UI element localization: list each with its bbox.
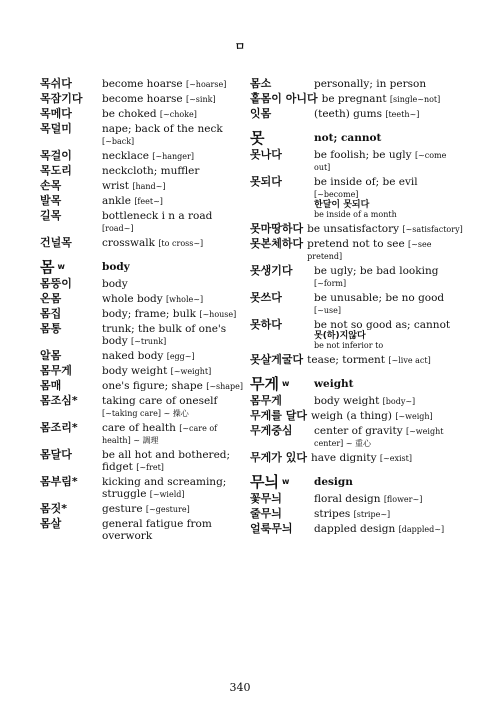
- definition-block: [102, 278, 245, 290]
- definition-block: [307, 223, 465, 235]
- headword: 몸달다: [40, 448, 72, 461]
- etymology-note: [~come out]: [314, 151, 447, 172]
- definition-block: [102, 308, 245, 320]
- definition-block: [102, 503, 245, 515]
- etymology-note: [~exist]: [379, 454, 412, 463]
- dictionary-entry: [250, 292, 465, 316]
- definition-block: [102, 78, 245, 90]
- headword: 건널목: [40, 236, 72, 249]
- headword: 못마땅하다: [250, 222, 304, 235]
- definition-block: [314, 108, 465, 120]
- dictionary-entry: [40, 422, 245, 446]
- dictionary-entry: [40, 323, 245, 347]
- page-number: 340: [229, 681, 251, 694]
- definition-block: [102, 422, 245, 446]
- dictionary-entry: [40, 108, 245, 120]
- word-marker: w: [57, 262, 65, 271]
- headword: 몸집: [40, 307, 62, 320]
- dictionary-entry: [40, 350, 245, 362]
- dictionary-entry: [40, 210, 245, 234]
- definition-block: [102, 195, 245, 207]
- dictionary-entry: [250, 410, 465, 422]
- definition: ankle: [102, 195, 131, 207]
- definition-block: [102, 380, 245, 392]
- definition: center of gravity: [314, 425, 403, 437]
- dictionary-entry: [40, 78, 245, 90]
- word-marker: w: [281, 379, 290, 388]
- definition-block: [102, 150, 245, 162]
- etymology-note: [~become]: [314, 190, 359, 199]
- etymology-note: [~taking care] ~ 操心: [102, 409, 189, 418]
- etymology-note: [~wield]: [149, 490, 185, 499]
- example-phrase: 못(하)지않다: [314, 331, 366, 341]
- dictionary-entry: [250, 523, 465, 535]
- etymology-note: [~weigh]: [395, 412, 433, 421]
- headword: 못살게굴다: [250, 353, 304, 366]
- definition: body; frame; bulk: [102, 308, 196, 320]
- dictionary-entry: [250, 319, 465, 351]
- headword: 몸매: [40, 379, 62, 392]
- definition-block: [102, 210, 245, 234]
- etymology-note: [~trunk]: [131, 337, 167, 346]
- definition: be unusable; be no good: [314, 292, 445, 304]
- definition: have dignity: [310, 452, 377, 464]
- definition: not; cannot: [314, 132, 382, 144]
- example-gloss: be inside of a month: [314, 210, 397, 219]
- headword: 못되다: [250, 175, 282, 188]
- definition: be all hot and bothered; fidget: [102, 449, 231, 473]
- etymology-note: [to cross~]: [158, 239, 204, 248]
- etymology-note: [~hanger]: [152, 152, 194, 161]
- definition: design: [314, 476, 353, 488]
- headword: 얼룩무늬: [250, 522, 293, 535]
- etymology-note: [road~]: [102, 224, 134, 233]
- headword: 못생기다: [250, 264, 293, 277]
- definition-block: [102, 165, 245, 177]
- definition: weight: [314, 378, 354, 390]
- dictionary-entry: [40, 237, 245, 249]
- dictionary-entry: [40, 380, 245, 392]
- etymology-note: [~hoarse]: [185, 80, 227, 89]
- dictionary-entry: [40, 195, 245, 207]
- definition-block: [314, 493, 465, 505]
- headword: 꽃무늬: [250, 492, 282, 505]
- dictionary-entry: [250, 176, 465, 220]
- dictionary-entry: [250, 238, 465, 262]
- definition-block: [314, 149, 465, 173]
- example-gloss: be not inferior to: [314, 341, 384, 350]
- definition: floral design: [314, 493, 381, 505]
- etymology-note: [~see pretend]: [307, 240, 432, 261]
- right-column: [250, 78, 465, 538]
- headword: 몸무게: [40, 364, 72, 377]
- definition: naked body: [102, 350, 164, 362]
- headword: 무게를 달다: [250, 409, 307, 422]
- definition: taking care of oneself: [102, 395, 218, 407]
- example-phrase: 한달이 못되다: [314, 200, 370, 210]
- headword: 몸무게: [250, 394, 282, 407]
- dictionary-entry: [250, 452, 465, 464]
- definition-block: [314, 265, 465, 289]
- etymology-note: [hand~]: [132, 182, 166, 191]
- etymology-note: [~sink]: [185, 95, 216, 104]
- headword: 몸조심*: [40, 394, 78, 407]
- etymology-note: [feet~]: [134, 197, 163, 206]
- headword: 못나다: [250, 148, 282, 161]
- etymology-note: [~fret]: [136, 463, 164, 472]
- dictionary-entry: [40, 395, 245, 419]
- headword: 몸부림*: [40, 475, 78, 488]
- definition-block: [102, 293, 245, 305]
- definition: become hoarse: [102, 78, 183, 90]
- headword: 무늬: [250, 473, 279, 491]
- definition: become hoarse: [102, 93, 183, 105]
- dictionary-entry: [40, 449, 245, 473]
- entry-muge: [250, 375, 465, 393]
- dictionary-entry: [40, 518, 245, 542]
- etymology-note: [egg~]: [166, 352, 195, 361]
- definition-block: [307, 238, 465, 262]
- etymology-note: [~choke]: [159, 110, 197, 119]
- dictionary-entry: [250, 149, 465, 173]
- definition-block: [314, 176, 465, 220]
- dictionary-entry: [40, 365, 245, 377]
- dictionary-entry: [250, 508, 465, 520]
- definition: (teeth) gums: [314, 108, 382, 120]
- headword: 몸: [40, 258, 55, 276]
- headword: 몸살: [40, 517, 62, 530]
- headword: 못쓰다: [250, 291, 282, 304]
- headword: 목덜미: [40, 122, 72, 135]
- dictionary-entry: [250, 395, 465, 407]
- etymology-note: [dappled~]: [398, 525, 445, 534]
- dictionary-entry: [250, 354, 465, 366]
- etymology-note: [~weight]: [170, 367, 212, 376]
- dictionary-entry: [40, 293, 245, 305]
- left-column: [40, 78, 245, 545]
- dictionary-entry: [250, 78, 465, 90]
- definition-block: [102, 476, 245, 500]
- etymology-note: [~live act]: [388, 356, 431, 365]
- etymology-note: [teeth~]: [385, 110, 420, 119]
- definition-block: [102, 108, 245, 120]
- headword: 목걸이: [40, 149, 72, 162]
- definition-block: [102, 350, 245, 362]
- entry-munui: [250, 473, 465, 491]
- definition-block: [314, 508, 465, 520]
- headword: 손목: [40, 179, 62, 192]
- definition-block: [314, 78, 465, 90]
- headword: 몸조리*: [40, 421, 78, 434]
- definition: gesture: [102, 503, 143, 515]
- definition: personally; in person: [314, 78, 427, 90]
- etymology-note: [~weight center] ~ 重心: [314, 427, 444, 448]
- definition-block: [314, 425, 465, 449]
- dictionary-entry: [40, 123, 245, 147]
- word-marker: w: [281, 477, 290, 486]
- headword: 잇몸: [250, 107, 272, 120]
- etymology-note: [~shape]: [206, 382, 244, 391]
- definition-block: [311, 452, 465, 464]
- definition: pretend not to see: [307, 238, 405, 250]
- definition: whole body: [102, 293, 163, 305]
- headword: 무게: [250, 375, 279, 393]
- definition: be foolish; be ugly: [314, 149, 412, 161]
- definition-block: [314, 395, 465, 407]
- etymology-note: [single~not]: [389, 95, 441, 104]
- dictionary-entry: [40, 180, 245, 192]
- definition: one's figure; shape: [102, 380, 203, 392]
- headword: 알몸: [40, 349, 62, 362]
- definition: be inside of; be evil: [314, 176, 418, 188]
- headword: 줄무늬: [250, 507, 282, 520]
- dictionary-entry: [250, 108, 465, 120]
- headword: 목도리: [40, 164, 72, 177]
- definition: necklace: [102, 150, 149, 162]
- etymology-note: [stripe~]: [353, 510, 391, 519]
- headword: 못본체하다: [250, 237, 304, 250]
- etymology-note: [~satisfactory]: [402, 225, 463, 234]
- definition: tease; torment: [307, 354, 386, 366]
- definition-block: [311, 410, 465, 422]
- dictionary-entry: [40, 278, 245, 290]
- definition-block: [314, 523, 465, 535]
- definition: body: [102, 278, 128, 290]
- definition: general fatigue from overwork: [102, 518, 212, 542]
- headword: 목잠기다: [40, 92, 83, 105]
- dictionary-entry: [250, 493, 465, 505]
- definition: care of health: [102, 422, 176, 434]
- dictionary-entry: [40, 503, 245, 515]
- etymology-note: [body~]: [382, 397, 416, 406]
- definition: be unsatisfactory: [307, 223, 400, 235]
- definition: nape; back of the neck: [102, 123, 223, 135]
- headword: 목쉬다: [40, 77, 72, 90]
- headword: 몸소: [250, 77, 272, 90]
- definition-block: [102, 365, 245, 377]
- dictionary-entry: [40, 150, 245, 162]
- definition: crosswalk: [102, 237, 155, 249]
- definition: wrist: [102, 180, 129, 192]
- headword: 못: [250, 129, 265, 147]
- definition: body: [102, 261, 130, 273]
- dictionary-entry: [40, 165, 245, 177]
- definition: neckcloth; muffler: [102, 165, 200, 177]
- headword: 홑몸이 아니다: [250, 92, 318, 105]
- headword: 몸통: [40, 322, 62, 335]
- etymology-note: [~form]: [314, 279, 347, 288]
- definition: be choked: [102, 108, 157, 120]
- etymology-note: [~gesture]: [145, 505, 190, 514]
- headword: 길목: [40, 209, 62, 222]
- headword: 못하다: [250, 318, 282, 331]
- dictionary-entry: [40, 476, 245, 500]
- definition: body weight: [314, 395, 380, 407]
- headword: 몸짓*: [40, 502, 68, 515]
- definition-block: [102, 449, 245, 473]
- definition: bottleneck i n a road: [102, 210, 213, 222]
- definition-block: [102, 518, 245, 542]
- dictionary-entry: [250, 265, 465, 289]
- dictionary-entry: [250, 425, 465, 449]
- definition: be pregnant: [321, 93, 387, 105]
- definition-block: [314, 292, 465, 316]
- entry-mom: [40, 258, 245, 276]
- etymology-note: [~use]: [314, 306, 341, 315]
- definition-block: [102, 323, 245, 347]
- headword: 무게중심: [250, 424, 293, 437]
- definition-block: [102, 395, 245, 419]
- definition: kicking and screaming; struggle: [102, 476, 227, 500]
- etymology-note: [~care of health] ~ 調理: [102, 424, 218, 445]
- definition-block: [314, 319, 465, 351]
- definition: weigh (a thing): [310, 410, 392, 422]
- definition: dappled design: [314, 523, 396, 535]
- etymology-note: [~house]: [199, 310, 237, 319]
- definition-block: [102, 93, 245, 105]
- dictionary-entry: [40, 308, 245, 320]
- headword: 발목: [40, 194, 62, 207]
- definition-block: [322, 93, 465, 105]
- etymology-note: [~back]: [102, 137, 135, 146]
- definition: body weight: [102, 365, 168, 377]
- dictionary-entry: [40, 93, 245, 105]
- headword: 몸뚱이: [40, 277, 72, 290]
- definition: be not so good as; cannot: [314, 319, 451, 331]
- headword: 온몸: [40, 292, 62, 305]
- dictionary-entry: [250, 93, 465, 105]
- definition-block: [102, 180, 245, 192]
- etymology-note: [whole~]: [166, 295, 204, 304]
- definition: stripes: [314, 508, 351, 520]
- definition: be ugly; be bad looking: [314, 265, 439, 277]
- etymology-note: [flower~]: [383, 495, 423, 504]
- definition-block: [102, 237, 245, 249]
- headword: 목메다: [40, 107, 72, 120]
- definition-block: [307, 354, 465, 366]
- definition: trunk; the bulk of one's body: [102, 323, 227, 347]
- page-header: ㅁ: [234, 40, 246, 53]
- definition-block: [102, 123, 245, 147]
- entry-mot: [250, 129, 465, 147]
- headword: 무게가 있다: [250, 451, 307, 464]
- dictionary-entry: [250, 223, 465, 235]
